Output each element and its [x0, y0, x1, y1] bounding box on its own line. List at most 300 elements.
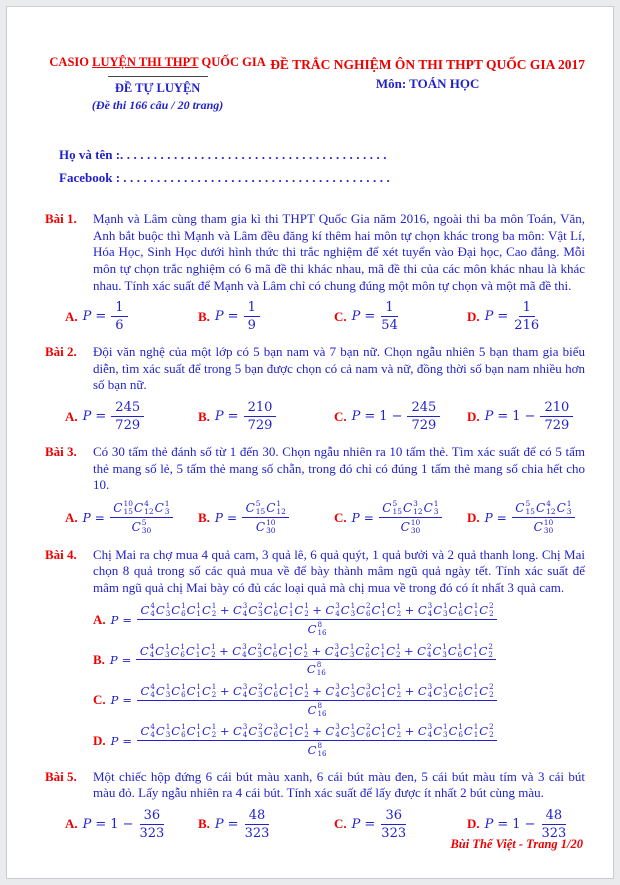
combination-symbol: [201, 643, 215, 659]
combination-symbol: [557, 500, 572, 516]
variable-P: P: [109, 652, 118, 667]
combination-symbol: [356, 683, 370, 699]
math-operator: −: [122, 816, 134, 832]
math-number: 245: [411, 400, 437, 415]
variable-P: P: [110, 612, 119, 627]
math-number: 323: [541, 825, 567, 841]
variable-P: P: [214, 510, 223, 525]
math-operator: =: [122, 612, 133, 627]
comb-subscript: 3: [442, 649, 447, 659]
combination-symbol: [387, 602, 401, 618]
combination-symbol: [341, 602, 355, 618]
combination-symbol: [294, 602, 308, 618]
comb-superscript: 8: [316, 660, 322, 670]
fraction-denominator: [138, 825, 165, 841]
page-footer: [450, 837, 583, 852]
comb-scripts: [335, 643, 340, 659]
comb-scripts: [289, 602, 294, 618]
comb-scripts: [196, 683, 201, 699]
comb-subscript: 16: [317, 748, 327, 758]
fraction-denominator: [543, 417, 570, 433]
name-dotted-line: ........................................: [120, 147, 391, 162]
comb-scripts: [243, 683, 248, 699]
math-operator: +: [219, 724, 230, 739]
comb-subscript: 6: [458, 730, 463, 740]
comb-scripts: [289, 723, 294, 739]
option-label: D.: [467, 509, 480, 525]
comb-superscript: 1: [288, 641, 293, 651]
comb-scripts: [243, 723, 248, 739]
math-operator: +: [219, 683, 230, 698]
comb-letter: C: [294, 683, 304, 698]
comb-subscript: 3: [258, 730, 263, 740]
option-label: C.: [334, 408, 347, 424]
comb-subscript: 4: [242, 649, 247, 659]
combination-symbol: [256, 519, 276, 535]
comb-letter: C: [140, 724, 150, 739]
fraction-denominator: [307, 620, 327, 637]
comb-subscript: 6: [181, 730, 186, 740]
comb-scripts: [166, 683, 171, 699]
combination-symbol: [294, 723, 308, 739]
combination-symbol: [403, 500, 423, 516]
comb-subscript: 2: [211, 649, 216, 659]
comb-scripts: [243, 602, 248, 618]
comb-scripts: [351, 602, 356, 618]
combination-symbol: [433, 723, 447, 739]
comb-scripts: [273, 643, 278, 659]
comb-superscript: 2: [488, 641, 493, 651]
variable-P: P: [110, 693, 119, 708]
comb-letter: C: [478, 643, 488, 658]
comb-scripts: [274, 723, 279, 739]
answer-option: [198, 397, 334, 436]
fraction-numerator: [111, 400, 144, 417]
exam-subject: Môn: TOÁN HỌC: [375, 76, 480, 91]
comb-superscript: 1: [273, 682, 279, 692]
comb-superscript: 3: [427, 722, 433, 732]
comb-scripts: [474, 683, 479, 699]
comb-scripts: [317, 742, 326, 758]
comb-subscript: 4: [150, 609, 155, 619]
comb-subscript: 6: [458, 689, 463, 699]
fraction: [244, 300, 260, 333]
comb-letter: C: [293, 643, 303, 658]
math-operator: =: [227, 309, 239, 325]
combination-symbol: [386, 643, 400, 659]
comb-letter: C: [371, 603, 381, 618]
comb-scripts: [166, 602, 171, 618]
fraction-denominator: [533, 518, 554, 535]
comb-letter: C: [463, 683, 473, 698]
answer-options: [65, 497, 585, 539]
comb-subscript: 2: [211, 730, 217, 740]
combination-symbol: [308, 621, 327, 637]
option-label: B.: [93, 651, 105, 667]
fraction-denominator: [114, 417, 141, 433]
fraction-denominator: [255, 518, 276, 535]
comb-subscript: 2: [211, 689, 217, 699]
comb-superscript: 2: [365, 722, 371, 732]
combination-symbol: [132, 519, 152, 535]
comb-letter: C: [279, 724, 288, 739]
question: [45, 547, 585, 761]
comb-subscript: 6: [365, 609, 371, 619]
comb-letter: C: [479, 603, 489, 618]
answer-options: [65, 297, 585, 336]
comb-letter: C: [232, 683, 242, 698]
option-formula: [215, 808, 270, 841]
math-operator: =: [122, 693, 133, 708]
math-number: 729: [115, 418, 141, 433]
question-label: Bài 2.: [45, 344, 77, 360]
math-operator: =: [121, 652, 132, 667]
answer-option: [93, 720, 585, 760]
comb-scripts: [351, 683, 356, 699]
fraction: [407, 400, 440, 433]
math-number: 729: [411, 418, 437, 433]
combination-symbol: [479, 602, 493, 618]
comb-scripts: [351, 723, 356, 739]
combination-symbol: [155, 500, 170, 516]
combination-symbol: [534, 519, 554, 535]
comb-subscript: 3: [349, 649, 355, 659]
comb-superscript: 1: [457, 641, 463, 651]
comb-superscript: 1: [288, 722, 294, 732]
variable-P: P: [110, 733, 119, 748]
comb-subscript: 4: [426, 649, 432, 659]
comb-superscript: 1: [396, 682, 402, 692]
comb-superscript: 4: [144, 498, 149, 508]
comb-superscript: 1: [165, 601, 171, 611]
comb-subscript: 3: [443, 730, 448, 740]
comb-scripts: [544, 519, 553, 535]
comb-letter: C: [325, 724, 335, 739]
comb-superscript: 1: [381, 722, 386, 732]
comb-subscript: 2: [303, 649, 309, 659]
comb-letter: C: [232, 603, 242, 618]
comb-subscript: 6: [458, 609, 463, 619]
math-number: 210: [247, 400, 273, 415]
comb-scripts: [381, 643, 386, 659]
option-formula: [83, 500, 173, 536]
comb-superscript: 1: [458, 601, 463, 611]
comb-superscript: 1: [396, 601, 402, 611]
comb-subscript: 1: [196, 730, 201, 740]
combination-symbol: [155, 643, 169, 659]
combination-symbol: [356, 723, 370, 739]
comb-letter: C: [279, 683, 288, 698]
fraction-denominator: [513, 317, 540, 333]
comb-superscript: 4: [546, 498, 551, 508]
combination-symbol: [294, 643, 308, 659]
comb-letter: C: [382, 501, 392, 516]
comb-letter: C: [263, 603, 273, 618]
comb-subscript: 12: [144, 507, 154, 517]
comb-scripts: [304, 723, 309, 739]
comb-scripts: [458, 683, 463, 699]
option-label: D.: [467, 308, 480, 324]
comb-superscript: 2: [489, 601, 494, 611]
combination-symbol: [141, 683, 155, 699]
comb-letter: C: [370, 643, 380, 658]
page-header: [45, 55, 585, 113]
comb-letter: C: [340, 724, 350, 739]
comb-scripts: [366, 723, 371, 739]
option-formula: [215, 300, 260, 333]
comb-superscript: 1: [181, 682, 186, 692]
fraction-numerator: [381, 808, 406, 825]
fraction-numerator: [140, 808, 165, 825]
comb-scripts: [458, 643, 463, 659]
combination-symbol: [387, 683, 401, 699]
comb-scripts: [489, 723, 494, 739]
comb-scripts: [274, 602, 279, 618]
comb-superscript: 1: [473, 682, 479, 692]
question-label: Bài 4.: [45, 546, 77, 562]
fraction: [242, 500, 289, 536]
comb-subscript: 15: [392, 507, 402, 517]
comb-letter: C: [556, 501, 566, 516]
comb-superscript: 3: [413, 498, 418, 508]
comb-scripts: [473, 643, 478, 659]
combination-symbol: [266, 500, 286, 516]
math-number: 1: [512, 409, 521, 424]
comb-scripts: [242, 643, 247, 659]
comb-letter: C: [263, 724, 273, 739]
fraction-numerator: [244, 300, 260, 317]
fraction-numerator: [512, 500, 575, 518]
math-operator: +: [312, 603, 322, 618]
comb-superscript: 1: [165, 682, 171, 692]
comb-superscript: 2: [426, 641, 432, 651]
comb-scripts: [165, 500, 170, 516]
math-operator: −: [524, 816, 536, 832]
comb-superscript: 3: [242, 682, 248, 692]
combination-symbol: [171, 602, 185, 618]
question-label: Bài 3.: [45, 444, 77, 459]
option-label: C.: [93, 692, 106, 708]
comb-superscript: 2: [489, 722, 494, 732]
comb-scripts: [392, 500, 401, 516]
comb-subscript: 12: [546, 507, 556, 517]
fraction-numerator: [136, 643, 496, 661]
comb-subscript: 1: [288, 730, 294, 740]
question: [45, 211, 585, 336]
comb-scripts: [489, 683, 494, 699]
comb-subscript: 30: [410, 526, 421, 536]
fraction: [379, 500, 442, 536]
comb-letter: C: [386, 724, 396, 739]
comb-subscript: 6: [273, 730, 279, 740]
combination-symbol: [248, 683, 262, 699]
comb-letter: C: [325, 683, 335, 698]
facebook-dotted-line: ........................................: [123, 170, 394, 185]
comb-superscript: 1: [180, 641, 185, 651]
comb-subscript: 6: [181, 689, 186, 699]
comb-subscript: 2: [396, 689, 402, 699]
math-operator: +: [403, 643, 414, 658]
comb-subscript: 3: [165, 609, 171, 619]
combination-symbol: [371, 723, 385, 739]
comb-letter: C: [201, 683, 211, 698]
comb-superscript: 10: [266, 518, 276, 528]
comb-subscript: 1: [473, 730, 479, 740]
math-number: 323: [139, 825, 165, 841]
combination-symbol: [248, 602, 262, 618]
combination-symbol: [264, 683, 278, 699]
answer-options: [93, 599, 585, 760]
variable-P: P: [82, 309, 92, 325]
combination-symbol: [340, 643, 354, 659]
combination-symbol: [246, 500, 266, 516]
comb-letter: C: [433, 724, 443, 739]
comb-letter: C: [307, 742, 317, 757]
comb-subscript: 15: [123, 507, 133, 517]
comb-letter: C: [248, 603, 258, 618]
comb-subscript: 1: [288, 649, 293, 659]
comb-subscript: 4: [242, 609, 248, 619]
fraction-numerator: [244, 400, 277, 417]
math-number: 1: [385, 300, 394, 316]
footer-text: Bùi Thế Việt - Trang 1/20: [450, 837, 583, 851]
comb-letter: C: [433, 603, 443, 618]
fraction-denominator: [400, 518, 421, 535]
variable-P: P: [82, 409, 92, 424]
math-number: 216: [514, 318, 540, 334]
math-number: 48: [248, 807, 266, 823]
combination-symbol: [113, 500, 133, 516]
comb-superscript: 1: [380, 641, 386, 651]
variable-P: P: [351, 510, 360, 525]
fraction: [137, 723, 497, 757]
combination-symbol: [417, 643, 431, 659]
comb-scripts: [458, 723, 463, 739]
comb-superscript: 1: [211, 601, 217, 611]
question: [45, 769, 585, 844]
comb-letter: C: [417, 603, 427, 618]
comb-subscript: 15: [255, 507, 266, 517]
comb-superscript: 3: [242, 601, 248, 611]
comb-scripts: [196, 602, 201, 618]
comb-superscript: 1: [304, 682, 309, 692]
combination-symbol: [371, 643, 385, 659]
comb-subscript: 12: [413, 507, 423, 517]
math-number: 54: [381, 318, 398, 334]
comb-superscript: 1: [272, 641, 278, 651]
option-formula: [215, 500, 289, 536]
comb-subscript: 30: [543, 526, 554, 536]
comb-superscript: 10: [543, 518, 554, 528]
comb-subscript: 2: [488, 649, 493, 659]
math-number: 1: [247, 300, 256, 316]
answer-option: [198, 805, 334, 844]
combination-symbol: [464, 683, 478, 699]
comb-superscript: 1: [458, 682, 463, 692]
comb-letter: C: [307, 621, 317, 636]
brand-title-post: QUỐC GIA: [198, 55, 266, 69]
variable-P: P: [484, 816, 494, 832]
option-formula: [485, 300, 540, 333]
comb-superscript: 2: [365, 641, 370, 651]
answer-option: [65, 397, 198, 436]
combination-symbol: [308, 702, 327, 718]
math-operator: +: [312, 724, 322, 739]
comb-superscript: 1: [350, 722, 356, 732]
option-label: D.: [467, 408, 480, 424]
combination-symbol: [233, 723, 247, 739]
comb-subscript: 2: [396, 609, 402, 619]
math-number: 1: [522, 300, 531, 316]
comb-superscript: 1: [276, 498, 282, 508]
combination-symbol: [202, 723, 216, 739]
combination-symbol: [156, 723, 170, 739]
comb-subscript: 3: [350, 730, 356, 740]
comb-scripts: [304, 683, 309, 699]
comb-subscript: 2: [396, 730, 402, 740]
question-text: Có 30 tấm thẻ đánh số từ 1 đến 30. Chọn ngẫu nhiên ra 10 tấm thẻ. Tìm xác suất để có 5 tấm thẻ mang số lẻ, 5 tấm thẻ mang số chẵn, trong đó chỉ có đúng 1 tấm thẻ mang số chia hết cho 10.: [93, 444, 585, 493]
option-formula: [111, 723, 498, 757]
combination-symbol: [371, 602, 385, 618]
combination-symbol: [233, 683, 247, 699]
comb-superscript: 10: [410, 518, 421, 528]
comb-letter: C: [433, 683, 443, 698]
comb-subscript: 3: [443, 689, 448, 699]
option-formula: [110, 643, 497, 677]
comb-superscript: 4: [150, 601, 155, 611]
math-number: 1: [110, 816, 119, 832]
comb-scripts: [181, 683, 186, 699]
comb-scripts: [489, 602, 494, 618]
question: [45, 344, 585, 436]
comb-superscript: 1: [195, 641, 201, 651]
comb-scripts: [165, 643, 170, 659]
comb-superscript: 3: [335, 682, 340, 692]
comb-letter: C: [417, 683, 427, 698]
comb-subscript: 1: [380, 649, 386, 659]
comb-scripts: [458, 602, 463, 618]
combination-symbol: [171, 723, 185, 739]
comb-scripts: [211, 643, 216, 659]
comb-letter: C: [155, 683, 165, 698]
option-label: A.: [65, 509, 78, 525]
comb-subscript: 1: [288, 689, 294, 699]
comb-superscript: 2: [258, 682, 263, 692]
combination-symbol: [418, 602, 432, 618]
fraction: [513, 300, 540, 333]
comb-subscript: 6: [273, 609, 279, 619]
comb-letter: C: [201, 724, 211, 739]
answer-option: [467, 397, 585, 436]
option-formula: [485, 808, 568, 841]
comb-letter: C: [262, 643, 272, 658]
combination-symbol: [141, 723, 155, 739]
math-operator: =: [227, 409, 239, 424]
combination-symbol: [187, 683, 201, 699]
comb-letter: C: [201, 603, 211, 618]
variable-P: P: [351, 816, 361, 832]
comb-scripts: [488, 643, 493, 659]
comb-letter: C: [232, 724, 242, 739]
combination-symbol: [387, 723, 401, 739]
math-operator: =: [497, 409, 509, 424]
comb-scripts: [212, 723, 217, 739]
comb-letter: C: [417, 724, 427, 739]
comb-subscript: 12: [276, 507, 286, 517]
comb-subscript: 1: [381, 730, 386, 740]
comb-subscript: 3: [566, 507, 572, 517]
comb-letter: C: [340, 683, 350, 698]
